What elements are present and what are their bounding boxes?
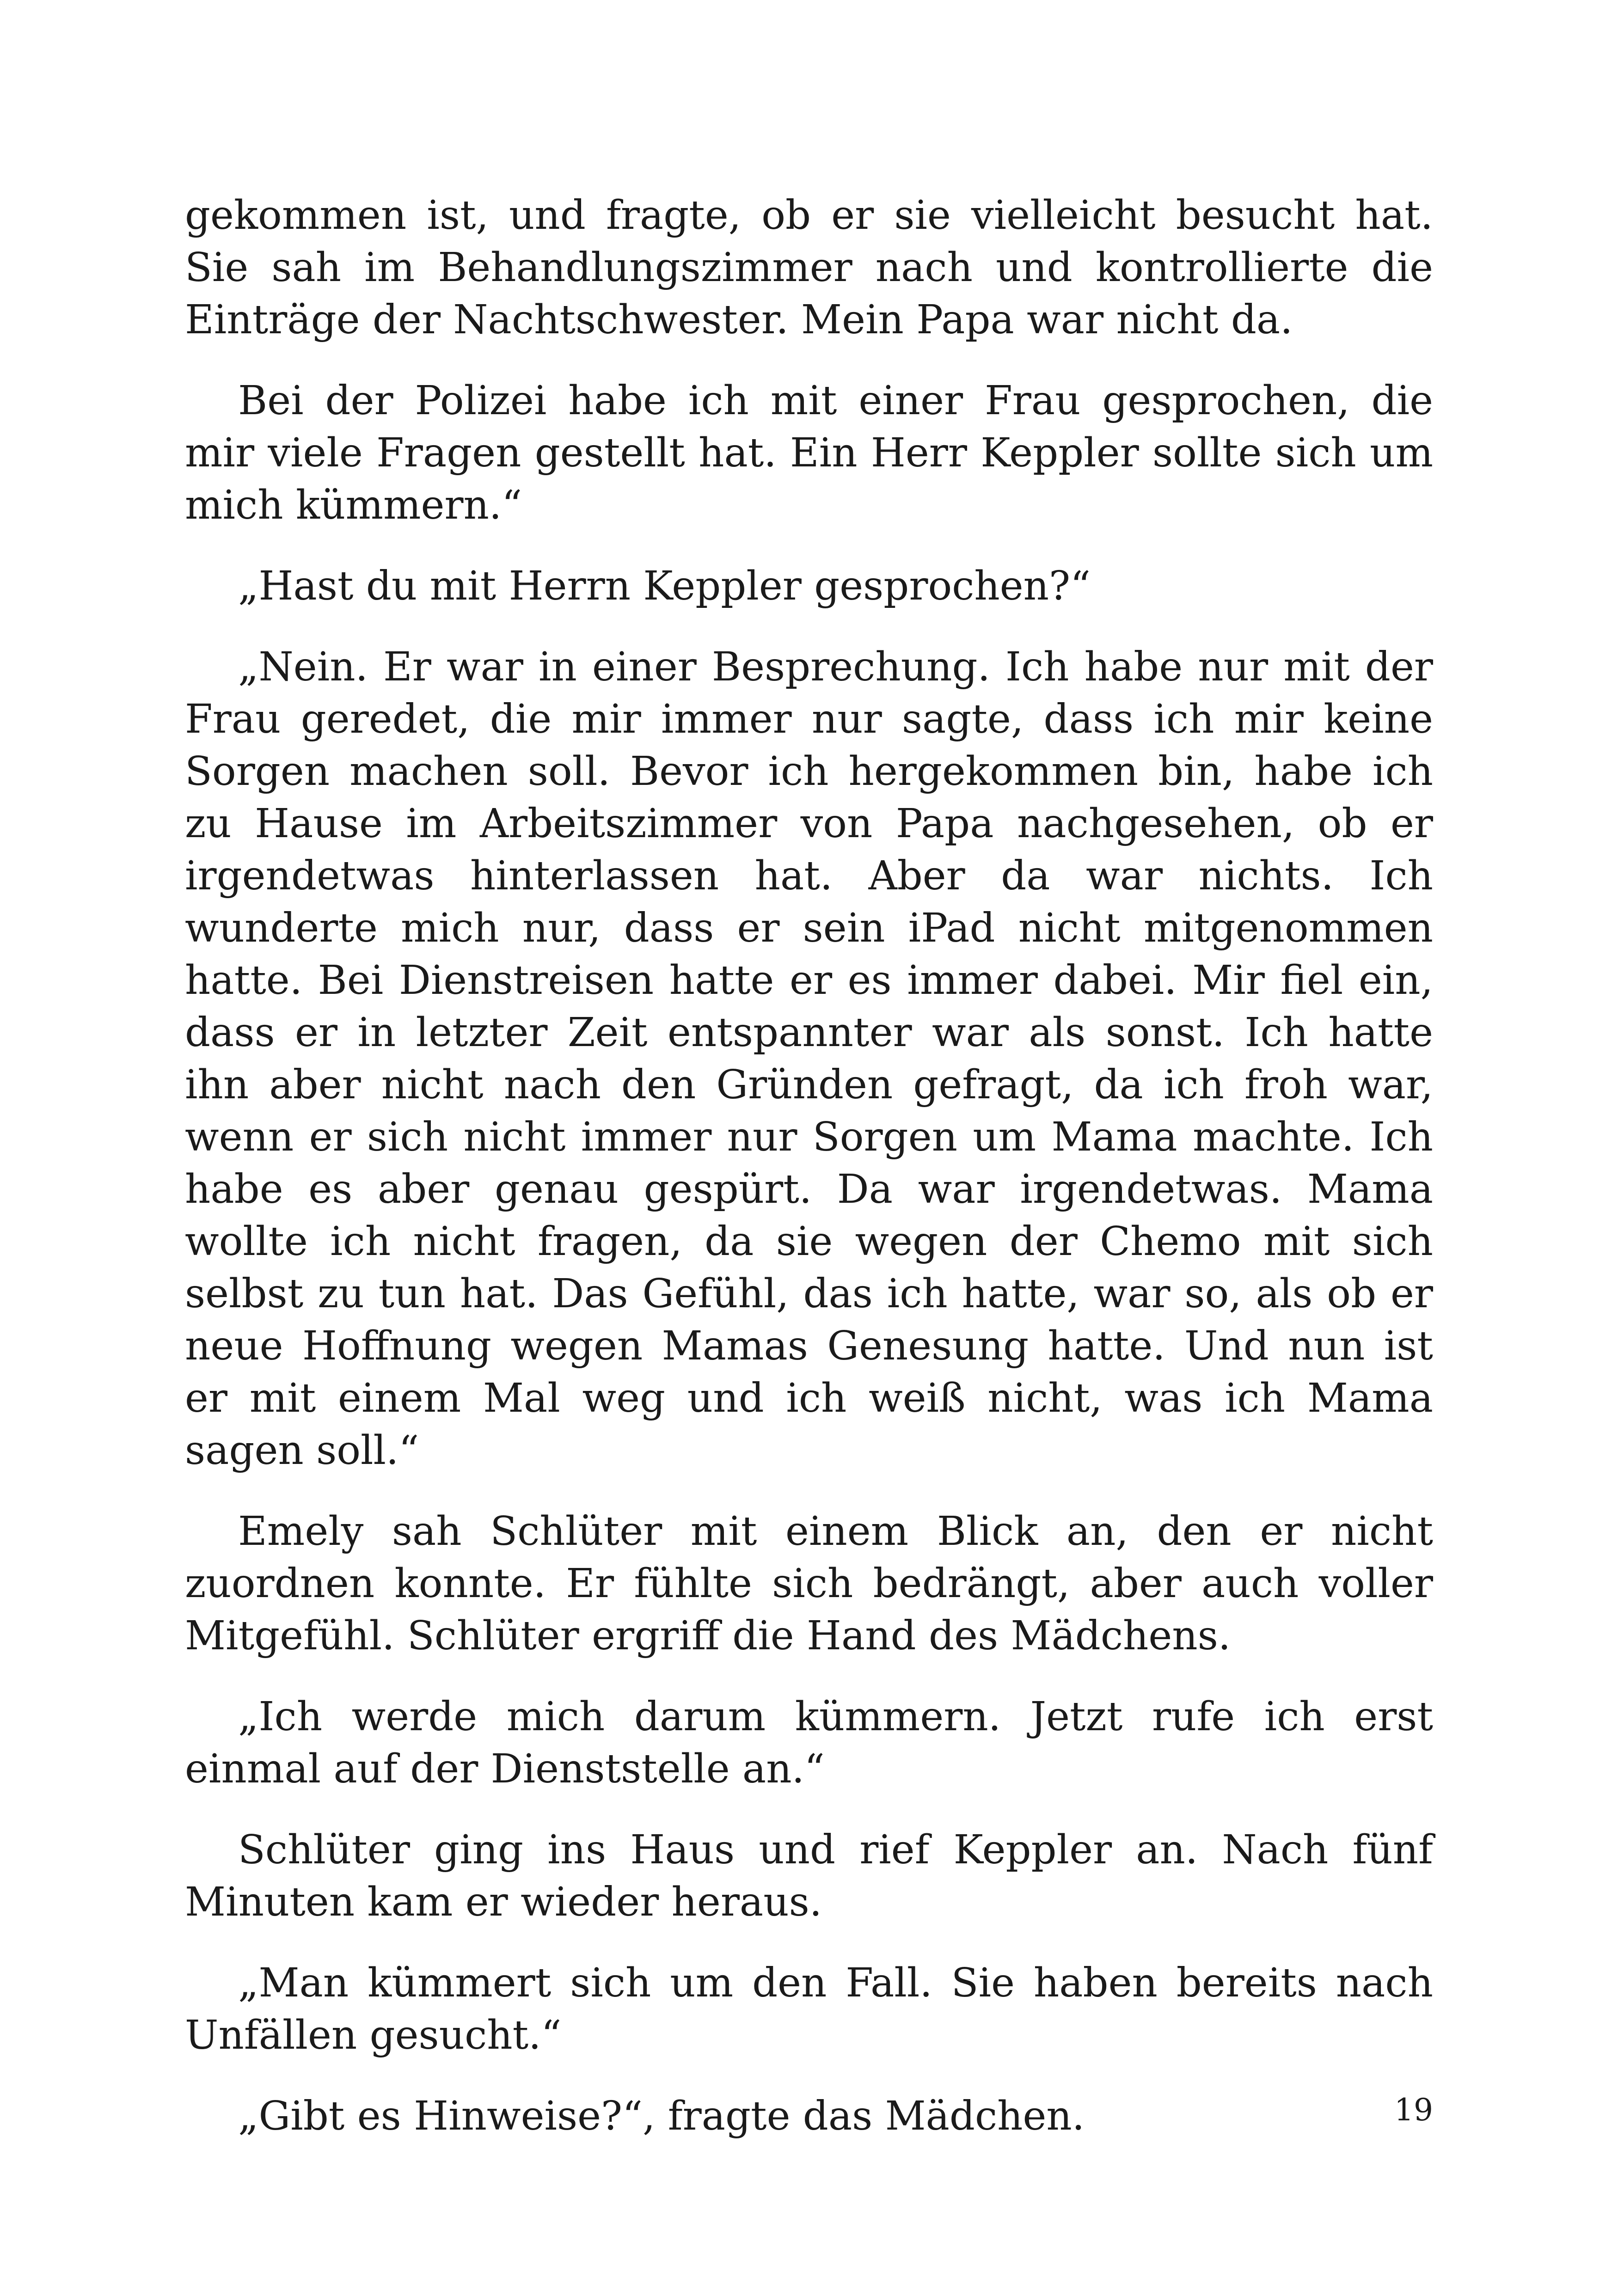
paragraph-3: „Hast du mit Herrn Keppler gesprochen?“	[238, 563, 1091, 609]
page-number: 19	[1394, 2092, 1433, 2128]
paragraph-9: „Gibt es Hinweise?“, fragte das Mädchen.	[238, 2093, 1085, 2139]
paragraph-4: „Nein. Er war in einer Besprechung. Ich habe nur mit der Frau geredet, die mir immer nur sagte, dass ich mir keine Sorgen machen soll. Bevor ich hergekommen bin, habe ich zu Hause im Arbeitszimmer von Papa nachgesehen, ob er irgendetwas hinterlassen hat. Aber da war nichts. Ich wunderte mich nur, dass er sein iPad nicht mitgenommen hatte. Bei Dienstreisen hatte er es immer dabei. Mir fiel ein, dass er in letzter Zeit entspannter war als sonst. Ich hatte ihn aber nicht nach den Gründen gefragt, da ich froh war, wenn er sich nicht immer nur Sorgen um Mama machte. Ich habe es aber genau gespürt. Da war irgendetwas. Mama wollte ich nicht fragen, da sie wegen der Chemo mit sich selbst zu tun hat. Das Gefühl, das ich hatte, war so, als ob er neue Hoffnung wegen Mamas Genesung hatte. Und nun ist er mit einem Mal weg und ich weiß nicht, was ich Mama sagen soll.“	[185, 644, 1433, 1474]
paragraph-6: „Ich werde mich darum kümmern. Jetzt rufe ich erst einmal auf der Dienststelle an.“	[185, 1694, 1433, 1792]
body-text	[185, 190, 1433, 2171]
paragraph-5: Emely sah Schlüter mit einem Blick an, den er nicht zuordnen konnte. Er fühlte sich bedrängt, aber auch voller Mitgefühl. Schlüter ergriff die Hand des Mädchens.	[185, 1508, 1433, 1659]
paragraph-2: Bei der Polizei habe ich mit einer Frau gesprochen, die mir viele Fragen gestellt hat. Ein Herr Keppler sollte sich um mich kümmern.“	[185, 378, 1433, 528]
paragraph-7: Schlüter ging ins Haus und rief Keppler an. Nach fünf Minuten kam er wieder heraus.	[185, 1827, 1433, 1925]
paragraph-8: „Man kümmert sich um den Fall. Sie haben bereits nach Unfällen gesucht.“	[185, 1960, 1433, 2058]
paragraph-1: gekommen ist, und fragte, ob er sie vielleicht besucht hat. Sie sah im Behandlungszimmer nach und kontrollierte die Einträge der Nachtschwester. Mein Papa war nicht da.	[185, 192, 1433, 343]
